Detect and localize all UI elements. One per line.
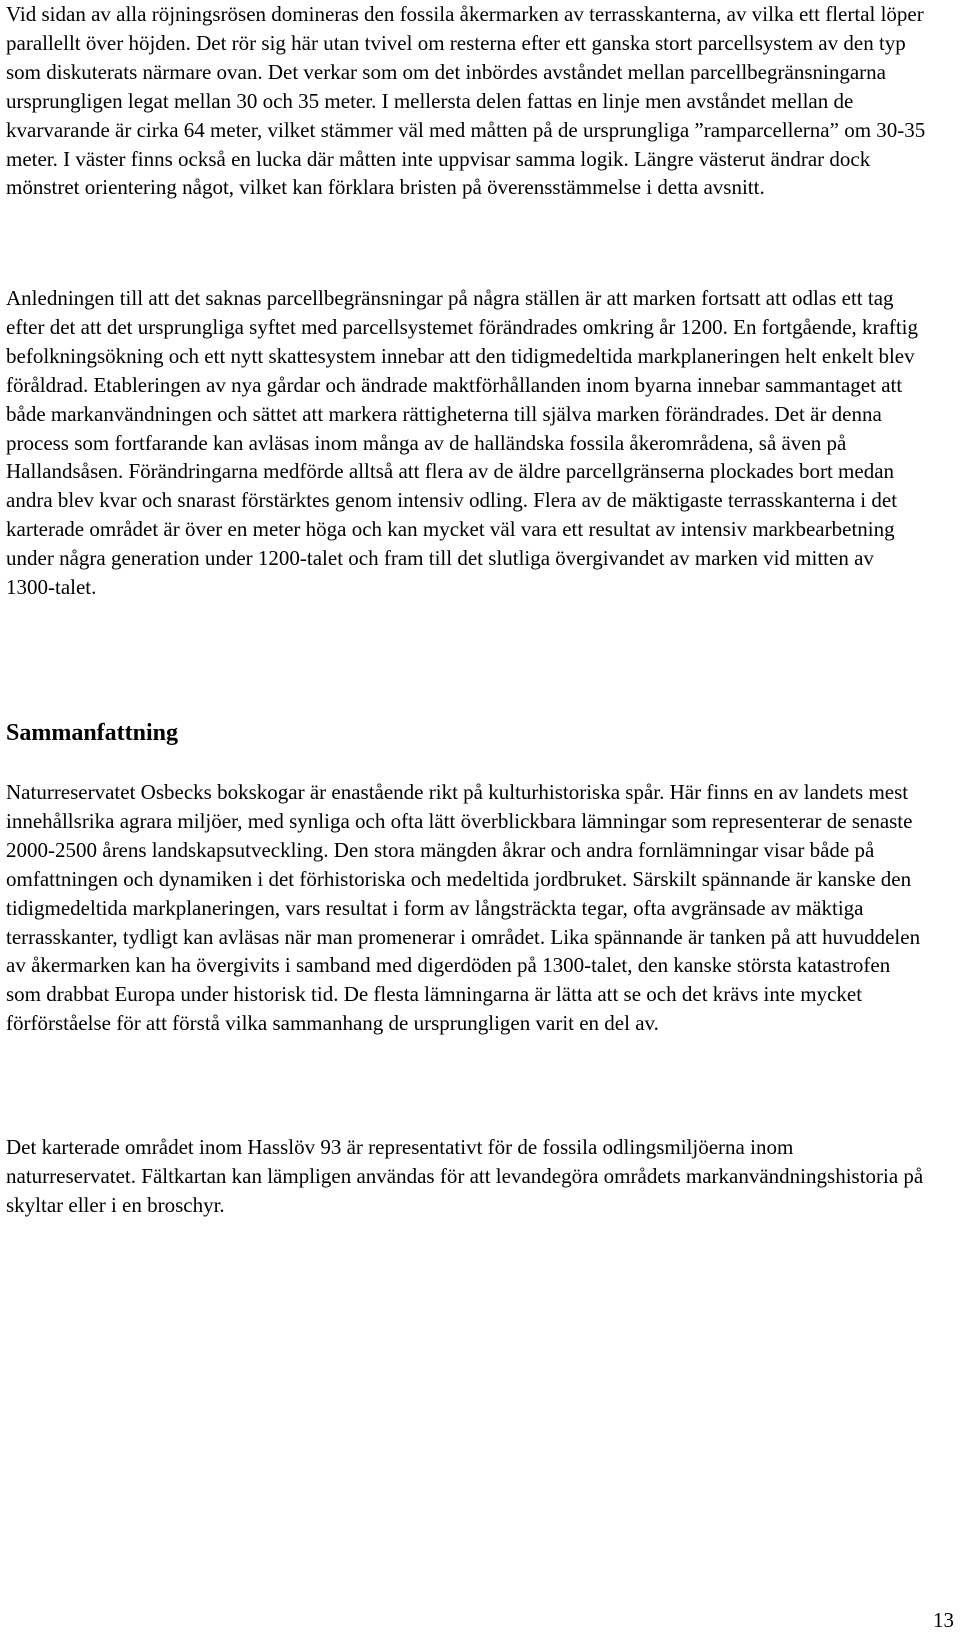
section-heading: Sammanfattning — [6, 720, 179, 746]
page-number: 13 — [933, 1608, 954, 1632]
summary-paragraph: Det karterade området inom Hasslöv 93 är representativt för de fossila odlingsmiljöerna inom naturreservatet. Fältkartan kan lämpligen användas för att levandegöra områdets markanvändningshistoria på skyltar eller i en broschyr. — [6, 1135, 924, 1217]
body-paragraph: Vid sidan av alla röjningsrösen domineras den fossila åkermarken av terrasskanterna, av vilka ett flertal löper parallellt över höjden. Det rör sig här utan tvivel om resterna efter ett ganska stort parcellsystem av den typ som diskuterats närmare ovan. Det verkar som om det inbördes avståndet mellan parcellbegränsningarna ursprungligen legat mellan 30 och 35 meter. I mellersta delen fattas en linje men avståndet mellan de kvarvarande är cirka 64 meter, vilket stämmer väl med måtten på de ursprungliga ”ramparcellerna” om 30-35 meter. I väster finns också en lucka där måtten inte uppvisar samma logik. Längre västerut ändrar dock mönstret orientering något, vilket kan förklara bristen på överensstämmelse i detta avsnitt. — [6, 2, 926, 200]
body-paragraph: Anledningen till att det saknas parcellbegränsningar på några ställen är att marken fortsatt att odlas ett tag efter det att det ursprungliga syftet med parcellsystemet förändrades omkring år 1200. En fortgående, kraftig befolkningsökning och ett nytt skattesystem innebar att den tidigmedeltida markplaneringen helt enkelt blev föråldrad. Etableringen av nya gårdar och ändrade maktförhållanden inom byarna innebar sammantaget att både markanvändningen och sättet att markera rättigheterna till själva marken förändrades. Det är denna process som fortfarande kan avläsas inom många av de halländska fossila åkerområdena, så även på Hallandsåsen. Förändringarna medförde alltså att flera av de äldre parcellgränserna plockades bort medan andra blev kvar och snarast förstärktes genom intensiv odling. Flera av de mäktigaste terrasskanterna i det karterade området är över en meter höga och kan mycket väl vara ett resultat av intensiv markbearbetning under några generation under 1200-talet och fram till det slutliga övergivandet av marken vid mitten av 1300-talet. — [6, 286, 919, 600]
summary-paragraph: Naturreservatet Osbecks bokskogar är enastående rikt på kulturhistoriska spår. Här finns en av landets mest innehållsrika agrara miljöer, med synliga och ofta lätt överblickbara lämningar som representerar de senaste 2000-2500 årens landskapsutveckling. Den stora mängden åkrar och andra fornlämningar visar både på omfattningen och dynamiken i det förhistoriska och medeltida jordbruket. Särskilt spännande är kanske den tidigmedeltida markplaneringen, vars resultat i form av långsträckta tegar, ofta avgränsade av mäktiga terrasskanter, tydligt kan avläsas när man promenerar i området. Lika spännande är tanken på att huvuddelen av åkermarken kan ha övergivits i samband med digerdöden på 1300-talet, den kanske största katastrofen som drabbat Europa under historisk tid. De flesta lämningarna är lätta att se och det krävs inte mycket förförståelse för att förstå vilka sammanhang de ursprungligen varit en del av. — [6, 780, 921, 1036]
